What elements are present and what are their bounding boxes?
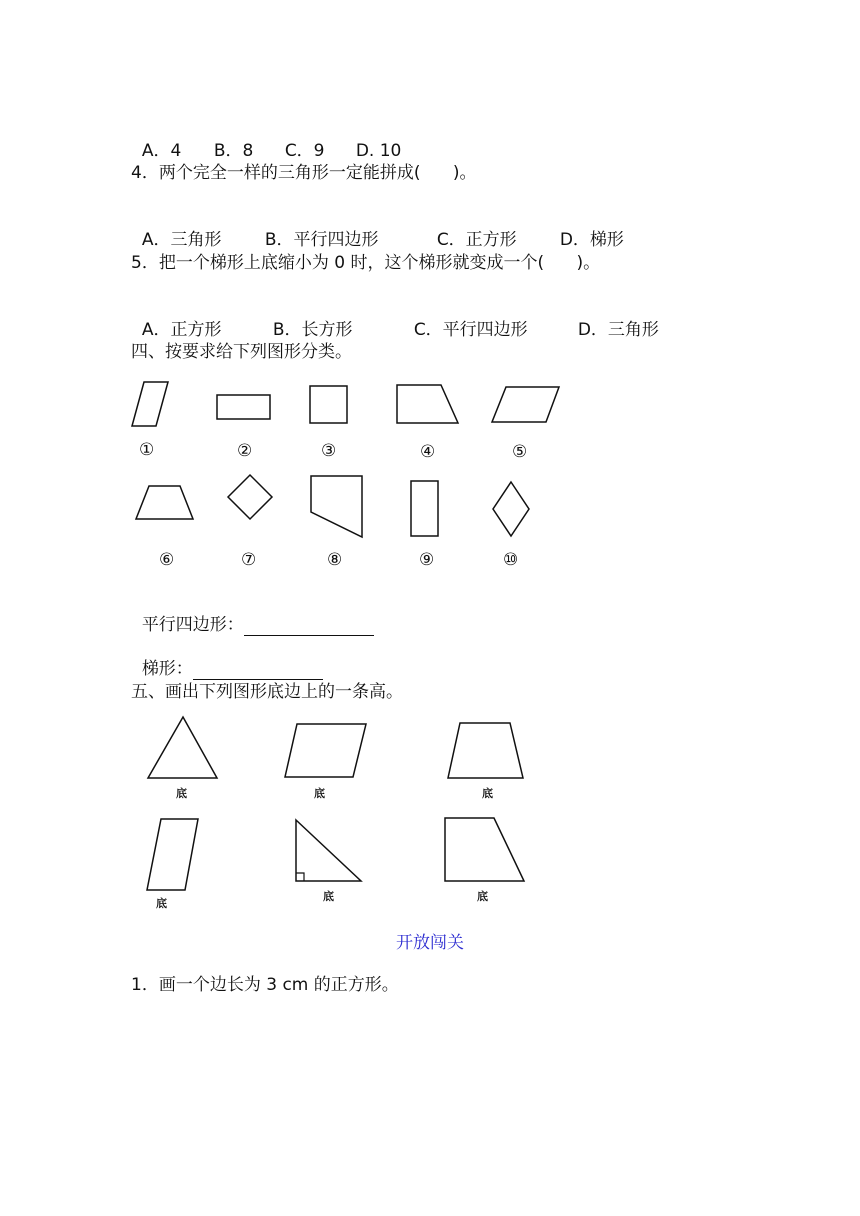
base-label-slanted-parallelogram: 底 — [156, 897, 167, 910]
shape-label-3: ③ — [321, 441, 337, 461]
q5-text: 5．把一个梯形上底缩小为 0 时，这个梯形就变成一个( )。 — [131, 253, 601, 273]
trapezoid-answer-row — [131, 636, 323, 680]
section4-title: 四、按要求给下列图形分类。 — [131, 342, 352, 362]
q3-options — [131, 118, 401, 162]
q3-option-c: C．9 — [284, 141, 325, 161]
right-trapezoid-figure — [443, 816, 527, 884]
trapezoid-prompt: 梯形： — [141, 659, 193, 679]
q3-option-a: A．4 — [141, 141, 182, 161]
shape-label-10: ⑩ — [503, 550, 519, 570]
shape-1-parallelogram — [130, 380, 170, 428]
q4-text: 4．两个完全一样的三角形一定能拼成( )。 — [131, 163, 477, 183]
section5-title: 五、画出下列图形底边上的一条高。 — [131, 682, 403, 702]
shape-label-8: ⑧ — [327, 550, 343, 570]
shape-label-9: ⑨ — [419, 550, 435, 570]
q5-option-a: A．正方形 — [141, 320, 222, 340]
shape-label-5: ⑤ — [512, 442, 528, 462]
slanted-parallelogram-figure — [145, 817, 201, 893]
shape-9-rectangle — [409, 479, 441, 539]
shape-label-2: ② — [237, 441, 253, 461]
shape-6-trapezoid — [134, 484, 196, 522]
q3-option-b: B．8 — [213, 141, 254, 161]
q5-option-c: C．平行四边形 — [413, 320, 528, 340]
shape-8-trapezoid — [309, 474, 365, 540]
parallelogram-answer-blank[interactable] — [244, 617, 374, 636]
base-label-parallelogram: 底 — [314, 787, 325, 800]
triangle-figure — [146, 715, 220, 781]
open-challenge-title: 开放闯关 — [396, 933, 464, 953]
shape-label-6: ⑥ — [159, 550, 175, 570]
shape-10-rhombus — [491, 480, 531, 540]
shape-label-7: ⑦ — [241, 550, 257, 570]
q5-option-d: D．三角形 — [577, 320, 659, 340]
q4-option-b: B．平行四边形 — [264, 230, 379, 250]
base-label-right-triangle: 底 — [323, 890, 334, 903]
base-label-trapezoid: 底 — [482, 787, 493, 800]
q4-option-c: C．正方形 — [436, 230, 517, 250]
parallelogram-figure — [283, 722, 369, 780]
right-triangle-figure — [294, 818, 364, 884]
parallelogram-prompt: 平行四边形： — [141, 615, 244, 635]
trapezoid-answer-blank[interactable] — [193, 661, 323, 680]
parallelogram-answer-row — [131, 592, 374, 636]
q4-option-d: D．梯形 — [559, 230, 624, 250]
q5-option-b: B．长方形 — [272, 320, 353, 340]
shape-7-square-rotated — [226, 473, 274, 521]
base-label-right-trapezoid: 底 — [477, 890, 488, 903]
shape-label-1: ① — [139, 440, 155, 460]
shape-label-4: ④ — [420, 442, 436, 462]
base-label-triangle: 底 — [176, 787, 187, 800]
q5-options — [131, 297, 659, 341]
shape-3-square — [308, 384, 350, 426]
shape-5-parallelogram — [490, 385, 562, 425]
q4-options — [131, 207, 624, 251]
open-question-1: 1．画一个边长为 3 cm 的正方形。 — [131, 975, 399, 995]
shape-2-rectangle — [215, 393, 273, 421]
q4-option-a: A．三角形 — [141, 230, 222, 250]
trapezoid-figure — [446, 721, 526, 781]
q3-option-d: D. 10 — [355, 141, 402, 161]
shape-4-right-trapezoid — [395, 383, 461, 426]
